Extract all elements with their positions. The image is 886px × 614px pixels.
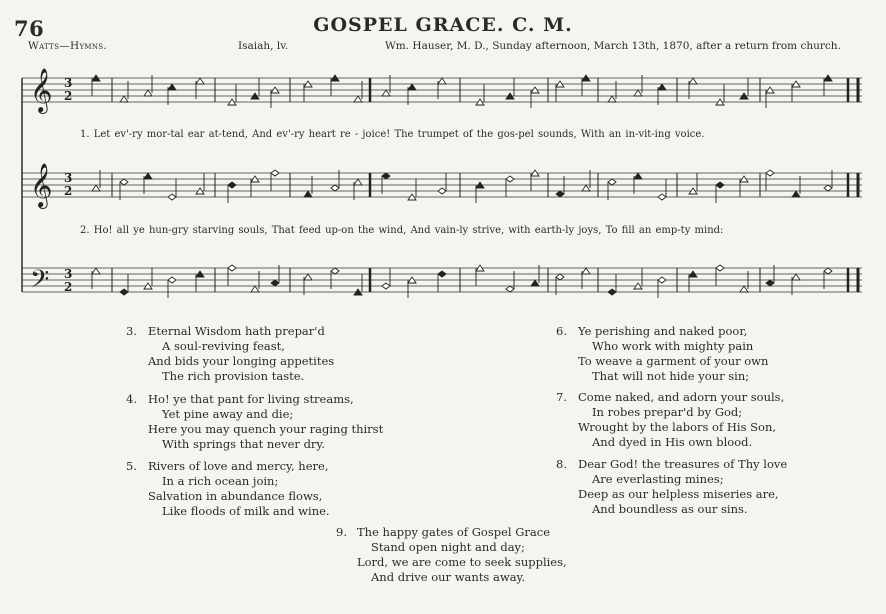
note-head [382, 90, 390, 96]
note-head [331, 268, 339, 274]
verse-line: Lord, we are come to seek supplies, [357, 555, 567, 569]
note-head [331, 185, 339, 191]
hymn-title: GOSPEL GRACE. C. M. [313, 14, 573, 36]
note-head [740, 286, 748, 292]
verse-6 [578, 324, 768, 384]
verse-line: And drive our wants away. [371, 570, 526, 584]
note-head [228, 265, 236, 271]
note-head [354, 96, 362, 102]
note-head [168, 194, 176, 200]
verse-line: Salvation in abundance flows, [148, 489, 323, 503]
note-head [608, 179, 616, 185]
verse-line: Rivers of love and mercy, here, [148, 459, 329, 473]
note-head [120, 289, 128, 295]
verse-line: Ho! ye that pant for living streams, [148, 392, 354, 406]
verse-line: Wrought by the labors of His Son, [578, 420, 777, 434]
bass-clef-icon: 𝄢 [30, 265, 50, 300]
treble-clef-icon: 𝄞 [30, 68, 53, 112]
note-head [120, 179, 128, 185]
verse-line: Ye perishing and naked poor, [578, 324, 748, 338]
note-head [658, 277, 666, 283]
verse-3 [148, 324, 334, 384]
note-head [608, 96, 616, 102]
lyric-line-1: 1. Let ev'-ry mor-tal ear at-tend, And ev'-ry heart re - joice! The trumpet of the gos-pel sounds, With an in-vit-ing voice. [80, 129, 705, 140]
note-head [271, 280, 279, 286]
note-head [506, 286, 514, 292]
note-head [271, 170, 279, 176]
time-signature-bottom: 2 [64, 280, 73, 294]
verse-line: Dear God! the treasures of Thy love [578, 457, 788, 471]
verse-number: 8. [556, 457, 567, 471]
verse-line: Like floods of milk and wine. [162, 504, 330, 518]
verse-line: To weave a garment of your own [578, 354, 769, 368]
verse-line: Here you may quench your raging thirst [148, 422, 384, 436]
time-signature-top: 3 [64, 267, 73, 281]
note-head [792, 274, 800, 280]
note-head [304, 274, 312, 280]
time-signature-top: 3 [64, 76, 73, 90]
note-head [658, 194, 666, 200]
note-head [120, 96, 128, 102]
treble-clef-icon: 𝄞 [30, 163, 53, 207]
note-head [582, 268, 590, 274]
verse-line: And dyed in His own blood. [592, 435, 753, 449]
verse-7 [578, 390, 784, 450]
note-head [382, 173, 390, 179]
staff-lines [22, 78, 862, 292]
verse-number: 9. [336, 525, 347, 539]
verse-number: 3. [126, 324, 137, 338]
note-head [792, 191, 800, 197]
note-head [144, 173, 152, 179]
time-signature-bottom: 2 [64, 184, 73, 198]
note-head [251, 286, 259, 292]
verse-line: Yet pine away and die; [162, 407, 294, 421]
verse-number: 7. [556, 390, 567, 404]
note-head [766, 170, 774, 176]
lyric-line-2: 2. Ho! all ye hun-gry starving souls, That feed up-on the wind, And vain-ly strive, with earth-ly joys, To fill an emp-ty mind: [80, 225, 724, 236]
verse-line: With springs that never dry. [162, 437, 326, 451]
verse-line: Who work with mighty pain [592, 339, 754, 353]
verse-number: 5. [126, 459, 137, 473]
note-head [824, 268, 832, 274]
time-signature-bottom: 2 [64, 89, 73, 103]
note-head [716, 265, 724, 271]
verse-line: Stand open night and day; [371, 540, 525, 554]
note-head [608, 289, 616, 295]
scripture-reference: Isaiah, lv. [238, 40, 289, 52]
note-head [556, 191, 564, 197]
composer-credit: Wm. Hauser, M. D., Sunday afternoon, March 13th, 1870, after a return from church. [385, 40, 841, 52]
note-head [438, 78, 446, 84]
note-head [824, 185, 832, 191]
note-head [634, 173, 642, 179]
verse-line: A soul-reviving feast, [162, 339, 285, 353]
note-head [196, 78, 204, 84]
note-head [582, 185, 590, 191]
verse-number: 4. [126, 392, 137, 406]
notes [92, 75, 832, 298]
verse-9 [357, 525, 567, 585]
note-head [766, 280, 774, 286]
note-head [716, 182, 724, 188]
verse-4 [148, 392, 383, 452]
note-head [556, 274, 564, 280]
verse-line: The rich provision taste. [162, 369, 305, 383]
note-head [228, 182, 236, 188]
note-head [531, 280, 539, 286]
note-head [168, 277, 176, 283]
note-head [354, 179, 362, 185]
note-head [438, 271, 446, 277]
time-signature-top: 3 [64, 171, 73, 185]
note-head [658, 84, 666, 90]
verse-line: Are everlasting mines; [592, 472, 724, 486]
note-head [438, 188, 446, 194]
page-number: 76 [14, 16, 45, 41]
note-head [634, 90, 642, 96]
verse-number: 6. [556, 324, 567, 338]
note-head [382, 283, 390, 289]
verse-5 [148, 459, 330, 519]
note-head [689, 78, 697, 84]
verse-line: Deep as our helpless miseries are, [578, 487, 779, 501]
note-head [168, 84, 176, 90]
verse-line: Come naked, and adorn your souls, [578, 390, 785, 404]
verse-line: In a rich ocean join; [162, 474, 279, 488]
note-head [408, 84, 416, 90]
words-credit: Watts—Hymns. [28, 40, 108, 52]
verse-8 [578, 457, 787, 517]
note-head [304, 191, 312, 197]
note-head [92, 268, 100, 274]
verse-line: That will not hide your sin; [592, 369, 750, 383]
note-head [92, 185, 100, 191]
verse-line: And boundless as our sins. [592, 502, 748, 516]
note-head [506, 176, 514, 182]
verse-line: The happy gates of Gospel Grace [357, 525, 551, 539]
note-head [144, 90, 152, 96]
verse-line: Eternal Wisdom hath prepar'd [148, 324, 325, 338]
verse-line: In robes prepar'd by God; [592, 405, 743, 419]
verse-line: And bids your longing appetites [148, 354, 335, 368]
